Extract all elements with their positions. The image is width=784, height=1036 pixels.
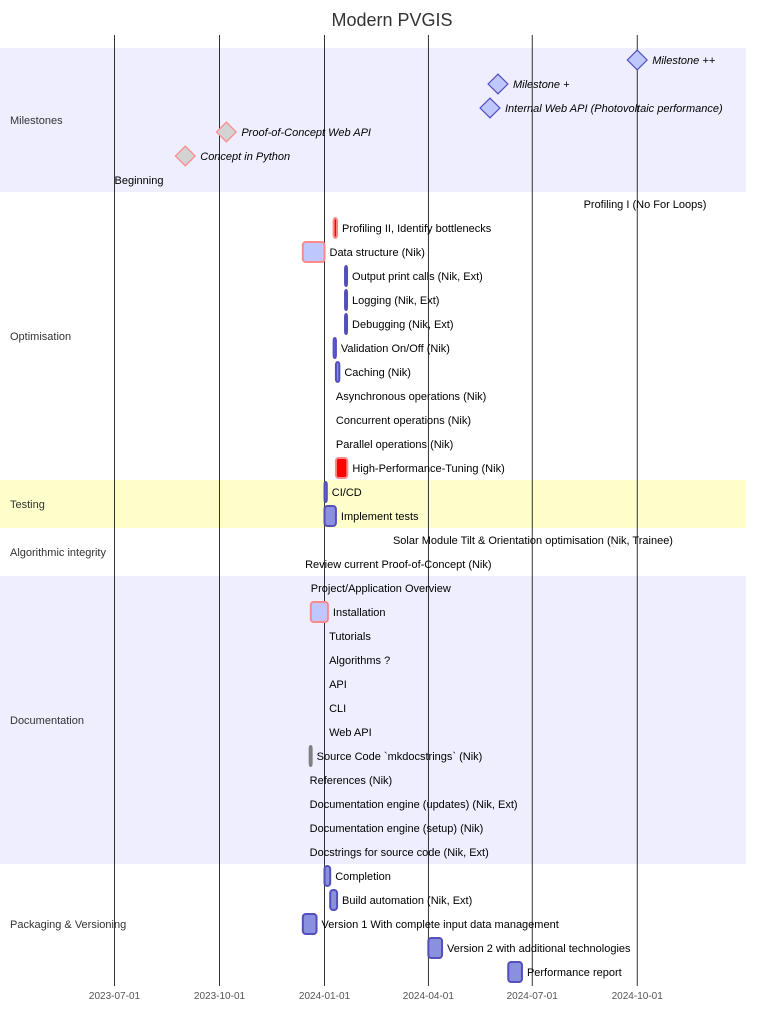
task-label: Review current Proof-of-Concept (Nik) (305, 559, 492, 571)
task-label: Caching (Nik) (344, 367, 411, 379)
task-label: Debugging (Nik, Ext) (352, 319, 454, 331)
task-bar (311, 602, 328, 622)
task-label: Implement tests (340, 511, 419, 523)
task-label: References (Nik) (309, 775, 393, 787)
milestone-label: Internal Web API (Photovoltaic performance) (504, 103, 723, 115)
task-label: Source Code `mkdocstrings` (Nik) (316, 751, 483, 763)
task-label: Concurrent operations (Nik) (335, 415, 472, 427)
task-label: Version 2 with additional technologies (447, 943, 631, 955)
section-label: Optimisation (10, 331, 72, 343)
tick-label: 2023-07-01 (88, 991, 141, 1002)
task-label: Algorithms ? (329, 655, 391, 667)
milestone-label: Milestone ++ (652, 55, 716, 67)
task-bar (303, 914, 317, 934)
task-label: Output print calls (Nik, Ext) (352, 271, 483, 283)
task-bar (303, 242, 325, 262)
task-label: Web API (329, 727, 372, 739)
task-label: Solar Module Tilt & Orientation optimisation (Nik, Trainee) (392, 535, 673, 547)
task-bar (334, 338, 336, 358)
tick-label: 2023-10-01 (193, 991, 246, 1002)
task-label: Data structure (Nik) (329, 247, 425, 259)
task-label: Documentation engine (updates) (Nik, Ext) (309, 799, 518, 811)
section-label: Testing (10, 499, 45, 511)
task-bar (325, 482, 327, 502)
task-bar (325, 866, 331, 886)
task-bar (336, 458, 347, 478)
task-label: Docstrings for source code (Nik, Ext) (309, 847, 489, 859)
section-label: Milestones (10, 115, 63, 127)
chart-title: Modern PVGIS (331, 10, 453, 30)
section-band (0, 192, 746, 480)
task-bar (345, 314, 347, 334)
task-bar (336, 362, 339, 382)
task-bar (345, 290, 347, 310)
task-bar (330, 890, 337, 910)
tick-label: 2024-01-01 (298, 991, 351, 1002)
task-label: CI/CD (331, 487, 362, 499)
task-label: Completion (335, 871, 391, 883)
task-bar (325, 506, 336, 526)
section-band (0, 576, 746, 864)
milestone-label: Proof-of-Concept Web API (241, 127, 371, 139)
task-label: API (329, 679, 347, 691)
task-bar (345, 266, 347, 286)
section-label: Algorithmic integrity (10, 547, 106, 559)
task-label: Profiling I (No For Loops) (583, 199, 707, 211)
task-bar (508, 962, 522, 982)
tick-label: 2024-04-01 (402, 991, 454, 1002)
task-bar (334, 218, 337, 238)
task-label: Installation (332, 607, 386, 619)
task-label: High-Performance-Tuning (Nik) (352, 463, 505, 475)
section-label: Packaging & Versioning (10, 919, 127, 931)
task-label: Performance report (526, 967, 622, 979)
task-label: Validation On/Off (Nik) (340, 343, 450, 355)
tick-label: 2024-10-01 (611, 991, 663, 1002)
task-bar (428, 938, 442, 958)
milestone-label: Concept in Python (200, 151, 291, 163)
tick-label: 2024-07-01 (506, 991, 558, 1002)
x-axis (89, 991, 663, 1002)
task-bar (310, 746, 312, 766)
task-label: Logging (Nik, Ext) (352, 295, 440, 307)
task-label: Version 1 With complete input data management (321, 919, 559, 931)
task-label: Tutorials (329, 631, 371, 643)
section-band (0, 48, 746, 192)
task-label: Beginning (114, 175, 164, 187)
task-label: Profiling II, Identify bottlenecks (342, 223, 492, 235)
milestone-label: Milestone + (512, 79, 570, 91)
task-label: Asynchronous operations (Nik) (335, 391, 487, 403)
task-label: Build automation (Nik, Ext) (342, 895, 473, 907)
task-label: Project/Application Overview (310, 583, 451, 595)
section-label: Documentation (10, 715, 84, 727)
task-label: Parallel operations (Nik) (335, 439, 454, 451)
task-label: Documentation engine (setup) (Nik) (309, 823, 484, 835)
task-label: CLI (329, 703, 347, 715)
